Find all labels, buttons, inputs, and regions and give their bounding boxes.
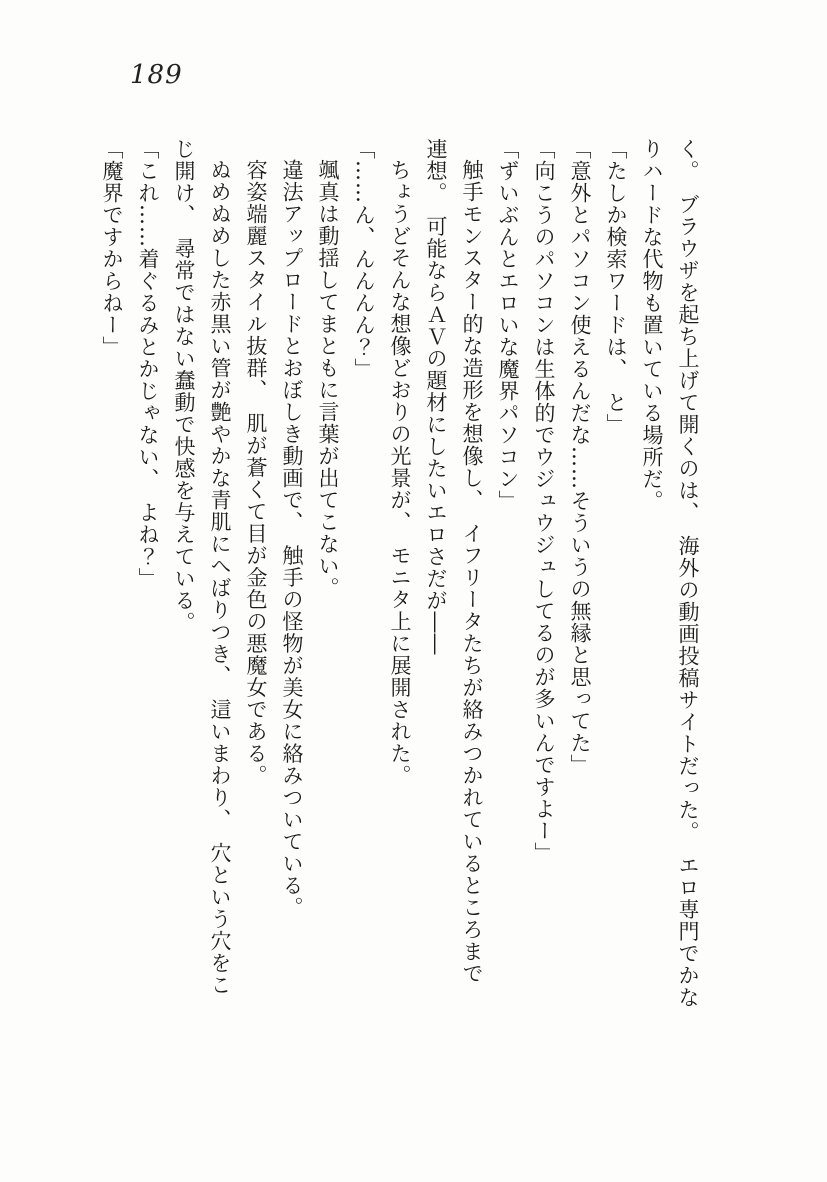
- text-column: 連想。 可能ならＡＶの題材にしたいエロさだが――: [424, 138, 448, 656]
- text-column: 「向こうのパソコンは生体的でウジュウジュしてるのが多いんですよー」: [532, 138, 556, 864]
- text-column: ぬめぬめした赤黒い管が艶やかな青肌にへばりつき、 這いまわり、 穴という穴をこ: [208, 159, 232, 996]
- text-column: ちょうどそんな想像どおりの光景が、 モニタ上に展開された。: [388, 159, 412, 787]
- text-column: 「これ……着ぐるみとかじゃない、 よね？」: [136, 138, 160, 590]
- text-column: く。 ブラウザを起ち上げて開くのは、 海外の動画投稿サイトだった。 エロ専門でかな: [676, 138, 700, 1009]
- text-column: 颯真は動揺してまともに言葉が出てこない。: [316, 159, 340, 599]
- text-column: 「ずいぶんとエロいな魔界パソコン」: [496, 138, 520, 512]
- text-column: 「たしか検索ワードは、 と」: [604, 138, 628, 436]
- text-column: 触手モンスター的な造形を想像し、 イフリータたちが絡みつかれているところまで: [460, 159, 484, 985]
- text-column: 容姿端麗スタイル抜群、 肌が蒼くて目が金色の悪魔女である。: [244, 159, 268, 787]
- text-column: りハードな代物も置いている場所だ。: [640, 138, 664, 512]
- text-column: 「意外とパソコン使えるんだな……そういうの無縁と思ってた」: [568, 138, 592, 776]
- text-column: じ開け、 尋常ではない蠢動で快感を与えている。: [172, 138, 196, 634]
- vertical-text-block: [94, 138, 706, 1078]
- page-number: 189: [130, 60, 183, 90]
- text-column: 違法アップロードとおぼしき動画で、 触手の怪物が美女に絡みついている。: [280, 159, 304, 919]
- text-column: 「魔界ですからねー」: [100, 138, 124, 358]
- text-column: 「……ん、んんんん？」: [352, 138, 376, 380]
